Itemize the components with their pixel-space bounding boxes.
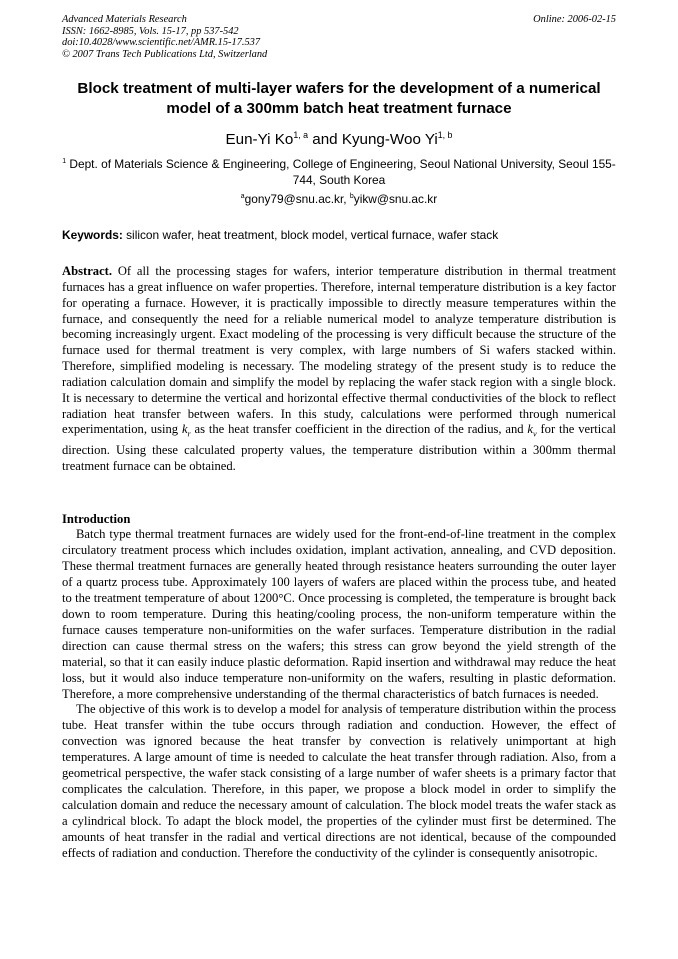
author-line (62, 130, 616, 150)
email-b: yikw@snu.ac.kr (353, 192, 438, 206)
abstract-text-3: for the vertical direction. Using these calculated property values, the temperature distribution within a 300mm thermal treatment furnace can be obtained. (62, 422, 616, 473)
keywords-text: silicon wafer, heat treatment, block model, vertical furnace, wafer stack (122, 228, 499, 242)
author-2: Kyung-Woo Yi (341, 131, 438, 148)
email-a-mark: a (240, 193, 245, 201)
author-emails (62, 192, 616, 207)
affiliation-mark: 1 (62, 158, 67, 166)
abstract-label: Abstract. (62, 264, 113, 278)
email-b-mark: b (349, 193, 354, 201)
author-1-affiliation-mark: 1, a (293, 129, 309, 140)
keywords (62, 228, 616, 243)
issn-line: ISSN: 1662-8985, Vols. 15-17, pp 537-542 (62, 25, 239, 37)
keywords-label: Keywords: (62, 228, 123, 242)
abstract-text-2: as the heat transfer coefficient in the direction of the radius, and (190, 422, 528, 437)
intro-paragraph-2: The objective of this work is to develop a model for analysis of temperature distribution within the process tube. Heat transfer within the tube occurs through radiation and conduction. However, the effect of convection was ignored because the heat transfer by convection is relatively unimportant at high temperatures. A large amount of time is needed to calculate the heat transfer through radiation. Also, from a geometrical perspective, the wafer stack consisting of a large number of wafer sheets is a primary factor that complicates the calculation. Therefore, in this paper, we propose a block model in order to simplify the calculation domain and reduce the necessary amount of calculation. The block model treats the wafer stack as a cylindrical block. To adapt the block model, the properties of the cylinder must first be determined. The amounts of heat transfer in the radial and vertical directions are not identical, because of the compounded effects of radiation and conduction. Therefore the conductivity of the cylinder is consequently anisotropic. (62, 702, 616, 861)
introduction-heading: Introduction (62, 512, 131, 526)
abstract (62, 264, 616, 474)
journal-header (62, 14, 616, 60)
title-line-2: model of a 300mm batch heat treatment furnace (166, 100, 512, 117)
affiliation-text: Dept. of Materials Science & Engineering, College of Engineering, Seoul National University, Seoul 155-744, South Korea (66, 157, 616, 187)
title-line-1: Block treatment of multi-layer wafers for the development of a numerical (77, 80, 601, 97)
email-a: gony79@snu.ac.kr, (244, 192, 350, 206)
author-2-affiliation-mark: 1, b (437, 129, 453, 140)
symbol-kv: $k_v$ (527, 422, 537, 439)
author-1: Eun-Yi Ko (225, 131, 294, 148)
author-conjunction: and (308, 131, 342, 148)
symbol-kr: $k_r$ (181, 422, 191, 439)
abstract-text-1: Of all the processing stages for wafers, interior temperature distribution in thermal treatment furnaces has a great influence on wafer properties. Therefore, internal temperature distribution is a key factor for operating a furnace. However, it is practically impossible to directly measure temperatures within the furnace, and consequently the need for a reliable numerical model to analyze temperature distribution is becoming increasingly urgent. Exact modeling of the processing is very difficult because the structure of the furnace used for thermal treatment is very complex, with large numbers of Si wafers stacked within. Therefore, simplified modeling is necessary. The modeling strategy of the present study is to reduce the radiation calculation domain and simplify the model by replacing the wafer stack region with a single block. It is necessary to determine the vertical and horizontal effective thermal conductivities of the block to reflect radiation heat transfer between wafers. In this study, calculations were performed through numerical experimentation, using (62, 264, 616, 437)
copyright-line: © 2007 Trans Tech Publications Ltd, Switzerland (62, 48, 268, 60)
doi-line: doi:10.4028/www.scientific.net/AMR.15-17.537 (62, 37, 261, 48)
journal-name: Advanced Materials Research (62, 14, 187, 25)
affiliation (62, 157, 616, 188)
online-date: Online: 2006-02-15 (533, 14, 616, 25)
intro-paragraph-1: Batch type thermal treatment furnaces are widely used for the front-end-of-line treatment in the complex circulatory treatment process which includes oxidation, implant activation, annealing, and CVD deposition. These thermal treatment furnaces are generally heated through resistance heaters surrounding the outer layer of a quartz process tube. Approximately 100 layers of wafers are placed within the process tube, and heated to the treatment temperature of about 1200°C. Once processing is completed, the temperature is brought back down to room temperature. During this heating/cooling process, the non-uniform temperature within the furnace causes temperature non-uniformities on the wafer surfaces. Temperature distribution in the radial direction can cause thermal stress on the wafers; this stress can grow beyond the yield strength of the material, so that it can easily induce plastic deformation. Rapid insertion and withdrawal may reduce the heat loss, but it would also induce temperature non-uniformity on the wafers, resulting in plastic deformation. Therefore, a more comprehensive understanding of the thermal characteristics of batch furnaces is needed. (62, 527, 616, 701)
paper-title (62, 79, 616, 119)
introduction-body (62, 527, 616, 862)
